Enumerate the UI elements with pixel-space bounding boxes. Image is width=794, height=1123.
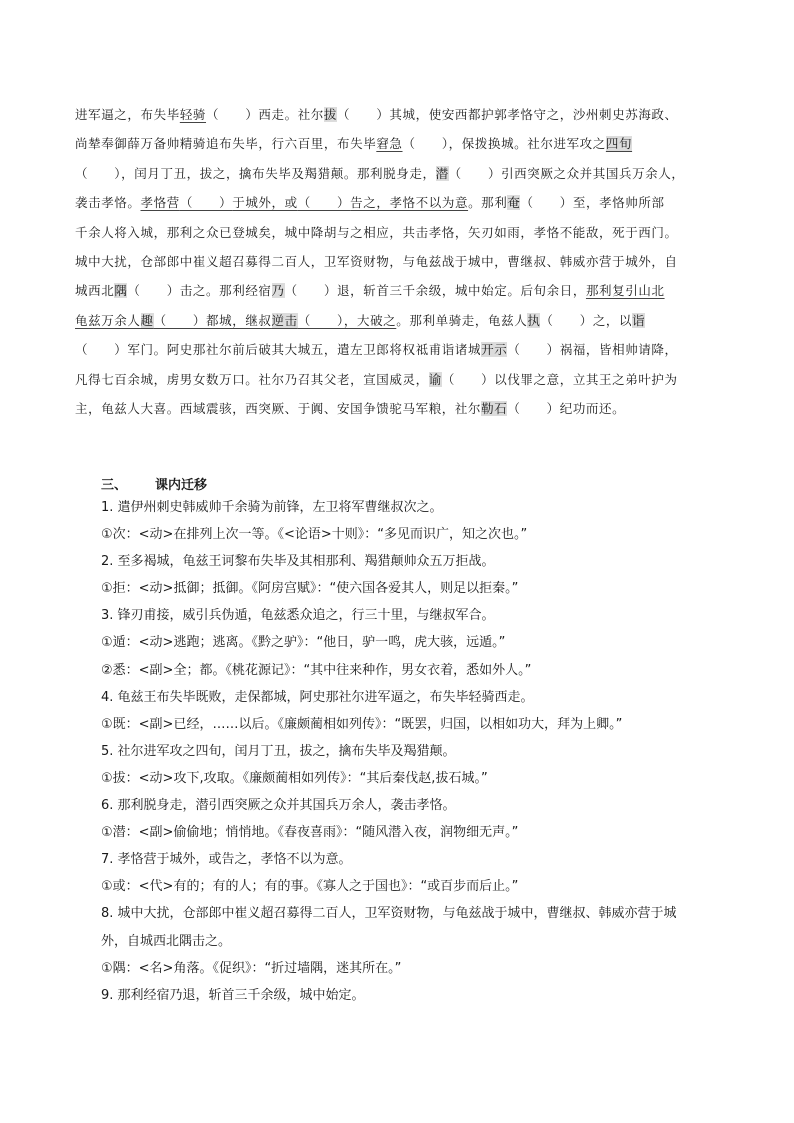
blank-word: 轻骑 bbox=[179, 107, 207, 122]
blank-word: 开示 bbox=[481, 342, 508, 358]
section-number: 三、 bbox=[101, 478, 128, 493]
list-item: ①拒：<动>抵御；抵御。《阿房宫赋》：“使六国各爱其人，则足以拒秦。” bbox=[101, 581, 519, 597]
blank-word: 潜 bbox=[435, 165, 449, 181]
list-item: 1. 遣伊州刺史韩威帅千余骑为前锋，左卫将军曹继叔次之。 bbox=[101, 500, 443, 515]
passage-line bbox=[75, 188, 727, 217]
blank-word: 勒石 bbox=[481, 401, 508, 417]
list-item: 2. 至多褐城，龟兹王诃黎布失毕及其相那利、羯猎颠帅众五万拒战。 bbox=[101, 554, 495, 570]
list-item: 5. 社尔进军攻之四旬，闰月丁丑，拔之，擒布失毕及羯猎颠。 bbox=[101, 743, 456, 759]
list-item: ①次：<动>在排列上次一等。《<论语>十则》：“多见而识广，知之次也。” bbox=[101, 527, 528, 543]
text: （ ）以伐罪之意，立其王之弟叶护为 bbox=[441, 371, 678, 387]
text: （ ） bbox=[297, 195, 351, 211]
text: 进军逼之，布失毕 bbox=[75, 107, 180, 122]
blank-word: 孝恪营 bbox=[140, 195, 180, 211]
passage-line bbox=[75, 159, 727, 188]
list-item: 9. 那利经宿乃退，斩首三千余级，城中始定。 bbox=[101, 987, 365, 1003]
blank-word: 拔 bbox=[323, 107, 338, 122]
text: （ ）都城，继叔 bbox=[153, 312, 272, 328]
passage-line bbox=[75, 394, 727, 423]
passage-line bbox=[75, 218, 727, 247]
text: （ ），大破之 bbox=[297, 312, 397, 328]
blank-word: 执 bbox=[527, 312, 541, 328]
text: （ ），保拨换城。社尔进军攻之 bbox=[402, 136, 606, 152]
text: 袭击孝恪。 bbox=[75, 195, 141, 211]
text: （ ）纪功而还。 bbox=[507, 401, 626, 417]
list-item: ①潜：<副>偷偷地；悄悄地。《春夜喜雨》：“随风潜入夜，润物细无声。” bbox=[101, 825, 519, 841]
passage-line bbox=[75, 365, 727, 394]
blank-word: 乃 bbox=[271, 283, 285, 299]
blank-word: 趣 bbox=[140, 312, 154, 328]
passage-line bbox=[75, 276, 727, 305]
lesson-migration-list bbox=[101, 494, 729, 1009]
text: （ ）西走。社尔 bbox=[206, 107, 324, 122]
exercise-passage bbox=[75, 100, 727, 423]
text: 主，龟兹人大喜。西域震骇，西突厥、于阗、安国争馈驼马军粮，社尔 bbox=[75, 401, 482, 417]
text: 城西北 bbox=[75, 283, 115, 299]
text: 。那利单骑走，龟兹人 bbox=[396, 312, 528, 328]
text: （ ）退，斩首三千余级，城中始定。后旬余日， bbox=[284, 283, 586, 299]
text: 龟兹万余人 bbox=[75, 312, 141, 328]
text: （ ）引西突厥之众并其国兵万余人， bbox=[448, 165, 685, 181]
list-item: 6. 那利脱身走，潜引西突厥之众并其国兵万余人，袭击孝恪。 bbox=[101, 798, 456, 814]
blank-word: 谕 bbox=[428, 371, 442, 387]
text: 。那利 bbox=[468, 195, 508, 211]
text: （ ）军门。阿史那社尔前后破其大城五，遣左卫郎将权祗甫诣诸城 bbox=[75, 342, 482, 358]
text: （ ）祸福，皆相帅请降， bbox=[507, 342, 678, 358]
section-heading bbox=[101, 474, 207, 493]
passage-line bbox=[75, 335, 727, 364]
text: （ ），闰月丁丑，拔之，擒布失毕及羯猎颠。那利脱身走， bbox=[75, 165, 436, 181]
text: （ ） bbox=[179, 195, 233, 211]
text: （ ）其城，使安西都护郭孝恪守之，沙州刺史苏海政、 bbox=[337, 107, 678, 122]
blank-word: 逆击 bbox=[271, 312, 298, 328]
passage-line bbox=[75, 100, 727, 129]
text: （ ）之，以 bbox=[540, 312, 633, 328]
passage-line bbox=[75, 306, 727, 335]
text: 那利复引山北 bbox=[585, 283, 665, 299]
text: 于城外，或 bbox=[232, 195, 298, 211]
section-title: 课内迁移 bbox=[155, 478, 208, 493]
text: （ ）击之。那利经宿 bbox=[127, 283, 272, 299]
list-item: 外，自城西北隅击之。 bbox=[101, 933, 232, 949]
text: 城中大扰，仓部郎中崔义超召募得二百人，卫军资财物，与龟兹战于城中，曹继叔、韩威亦营于城外，自 bbox=[75, 254, 678, 270]
list-item: 4. 龟兹王布失毕既败，走保都城，阿史那社尔进军逼之，布失毕轻骑西走。 bbox=[101, 689, 534, 705]
blank-word: 奄 bbox=[507, 195, 521, 211]
list-item: ①既：<副>已经，……以后。《廉颇蔺相如列传》：“既罢，归国，以相如功大，拜为上卿。” bbox=[101, 716, 623, 732]
blank-word: 窘急 bbox=[376, 136, 403, 152]
text: （ ）至，孝恪帅所部 bbox=[520, 195, 665, 211]
list-item: 8. 城中大扰，仓部郎中崔义超召募得二百人，卫军资财物，与龟兹战于城中，曹继叔、韩威亦营于城 bbox=[101, 906, 677, 922]
list-item: ①或：<代>有的；有的人；有的事。《寡人之于国也》：“或百步而后止。” bbox=[101, 879, 519, 895]
blank-word: 四旬 bbox=[605, 136, 633, 152]
passage-line bbox=[75, 247, 727, 276]
blank-word: 隅 bbox=[114, 283, 128, 299]
list-item: 7. 孝恪营于城外，或告之，孝恪不以为意。 bbox=[101, 852, 352, 868]
text: 告之，孝恪不以为意 bbox=[350, 195, 469, 211]
list-item: ①隅：<名>角落。《促织》：“折过墙隅，迷其所在。” bbox=[101, 960, 402, 976]
list-item: ①拔：<动>攻下,攻取。《廉颇蔺相如列传》：“其后秦伐赵,拔石城。” bbox=[101, 770, 488, 786]
passage-line bbox=[75, 129, 727, 158]
list-item: ①遁：<动>逃跑；逃离。《黔之驴》：“他日，驴一鸣，虎大骇，远遁。” bbox=[101, 635, 506, 651]
text: 凡得七百余城，虏男女数万口。社尔乃召其父老，宣国威灵， bbox=[75, 371, 429, 387]
text: 尚辇奉御薛万备帅精骑追布失毕，行六百里，布失毕 bbox=[75, 136, 377, 152]
list-item: 3. 锋刃甫接，威引兵伪遁，龟兹悉众追之，行三十里，与继叔军合。 bbox=[101, 608, 495, 624]
blank-word: 诣 bbox=[632, 312, 646, 328]
text: 千余人将入城，那利之众已登城矣，城中降胡与之相应，共击孝恪，矢刃如雨，孝恪不能敌，死于西门。 bbox=[75, 224, 678, 240]
list-item: ②悉：<副>全；都。《桃花源记》：“其中往来种作，男女衣着，悉如外人。” bbox=[101, 662, 532, 678]
